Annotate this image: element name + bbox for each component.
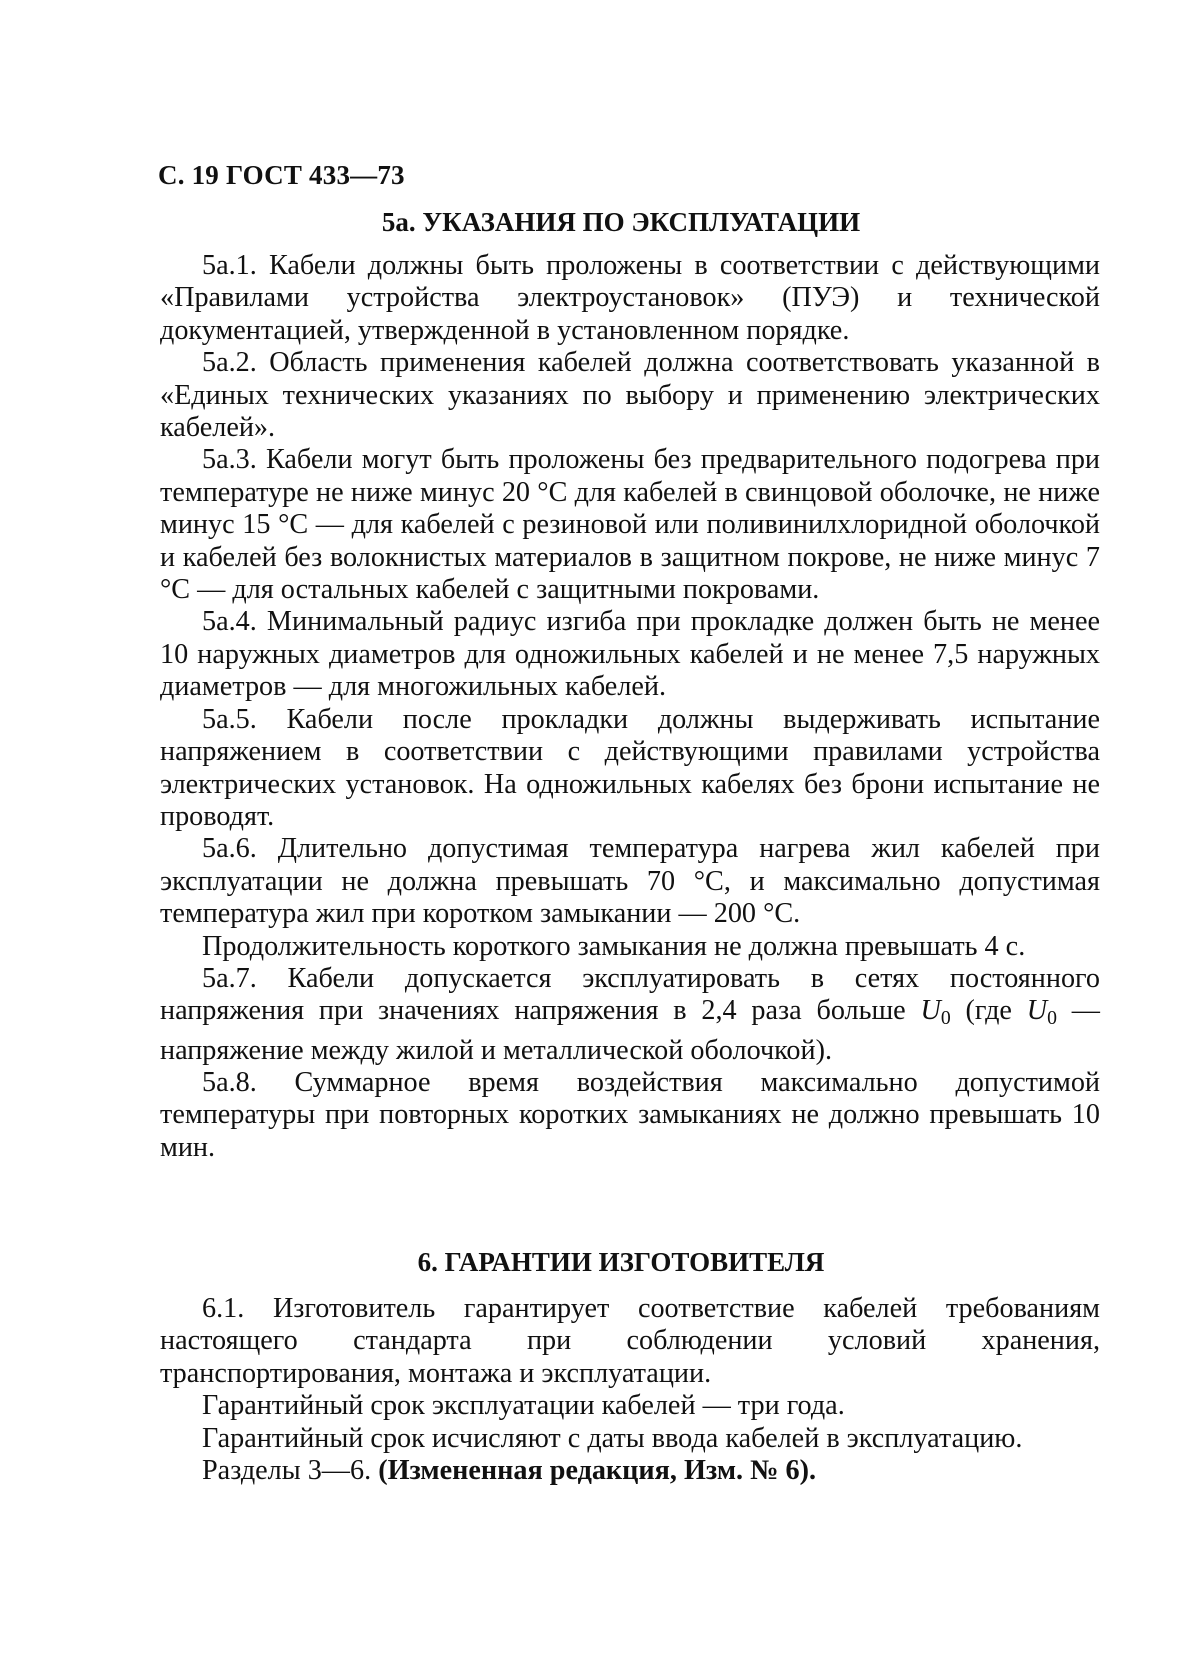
paragraph-6-1: 6.1. Изготовитель гарантирует соответствие кабелей требованиям настоящего стандарта при соблюдении условий хранения, транспортирования, монтажа и эксплуатации.	[160, 1293, 1100, 1389]
section-6-body	[160, 1293, 1100, 1487]
paragraph-5a8: 5а.8. Суммарное время воздействия максимально допустимой температуры при повторных коротких замыканиях не должно превышать 10 мин.	[160, 1067, 1100, 1163]
symbol-u-subscript: 0	[940, 1007, 951, 1030]
paragraph-5a7-text-b: (где	[950, 995, 1027, 1027]
paragraph-6-amendment	[160, 1455, 1100, 1487]
paragraph-5a3: 5а.3. Кабели могут быть проложены без предварительного подогрева при температуре не ниже минус 20 °С для кабелей в свинцовой оболочке, не ниже минус 15 °С — для кабелей с резиновой или поливинилхлоридной оболочкой и кабелей без волокнистых материалов в защитном покрове, не ниже минус 7 °С — для остальных кабелей с защитными покровами.	[160, 444, 1100, 606]
amendment-sections: Разделы 3—6.	[202, 1455, 379, 1487]
paragraph-6-warranty: Гарантийный срок эксплуатации кабелей — три года.	[202, 1390, 845, 1422]
section-6-title: 6. ГАРАНТИИ ИЗГОТОВИТЕЛЯ	[417, 1247, 825, 1277]
paragraph-5a2: 5а.2. Область применения кабелей должна соответствовать указанной в «Единых технических указаниях по выбору и применению электрических кабелей».	[160, 347, 1100, 444]
symbol-u-2: U	[1026, 995, 1048, 1027]
paragraph-5a4: 5а.4. Минимальный радиус изгиба при прокладке должен быть не менее 10 наружных диаметров для одножильных кабелей и не менее 7,5 наружных диаметров — для многожильных кабелей.	[160, 606, 1100, 703]
paragraph-5a7-text-a: 5а.7. Кабели допускается эксплуатировать в сетях постоянного напряжения при значениях напряжения в 2,4 раза больше	[160, 962, 1100, 1027]
amendment-note: (Измененная редакция, Изм. № 6).	[378, 1455, 817, 1487]
symbol-u-subscript-2: 0	[1047, 1007, 1057, 1030]
paragraph-5a6: 5а.6. Длительно допустимая температура нагрева жил кабелей при эксплуатации не должна превышать 70 °С, и максимально допустимая температура жил при коротком замыкании — 200 °С.	[160, 833, 1100, 930]
symbol-u: U	[920, 995, 941, 1027]
paragraph-5a6-duration: Продолжительность короткого замыкания не должна превышать 4 с.	[202, 930, 1026, 962]
paragraph-5a7-text-c: — напряжение между жилой и металлической оболочкой).	[160, 995, 1100, 1066]
page-header: С. 19 ГОСТ 433—73	[158, 160, 405, 190]
paragraph-5a7	[160, 963, 1100, 1067]
section-5a-body	[160, 250, 1100, 1164]
paragraph-5a1: 5а.1. Кабели должны быть проложены в соответствии с действующими «Правилами устройства электроустановок» (ПУЭ) и технической документацией, утвержденной в установленном порядке.	[160, 250, 1100, 346]
paragraph-6-warranty-start: Гарантийный срок исчисляют с даты ввода кабелей в эксплуатацию.	[202, 1422, 1023, 1454]
paragraph-5a5: 5а.5. Кабели после прокладки должны выдерживать испытание напряжением в соответствии с действующими правилами устройства электрических установок. На одножильных кабелях без брони испытание не проводят.	[160, 703, 1100, 832]
section-5a-title: 5а. УКАЗАНИЯ ПО ЭКСПЛУАТАЦИИ	[381, 207, 861, 237]
